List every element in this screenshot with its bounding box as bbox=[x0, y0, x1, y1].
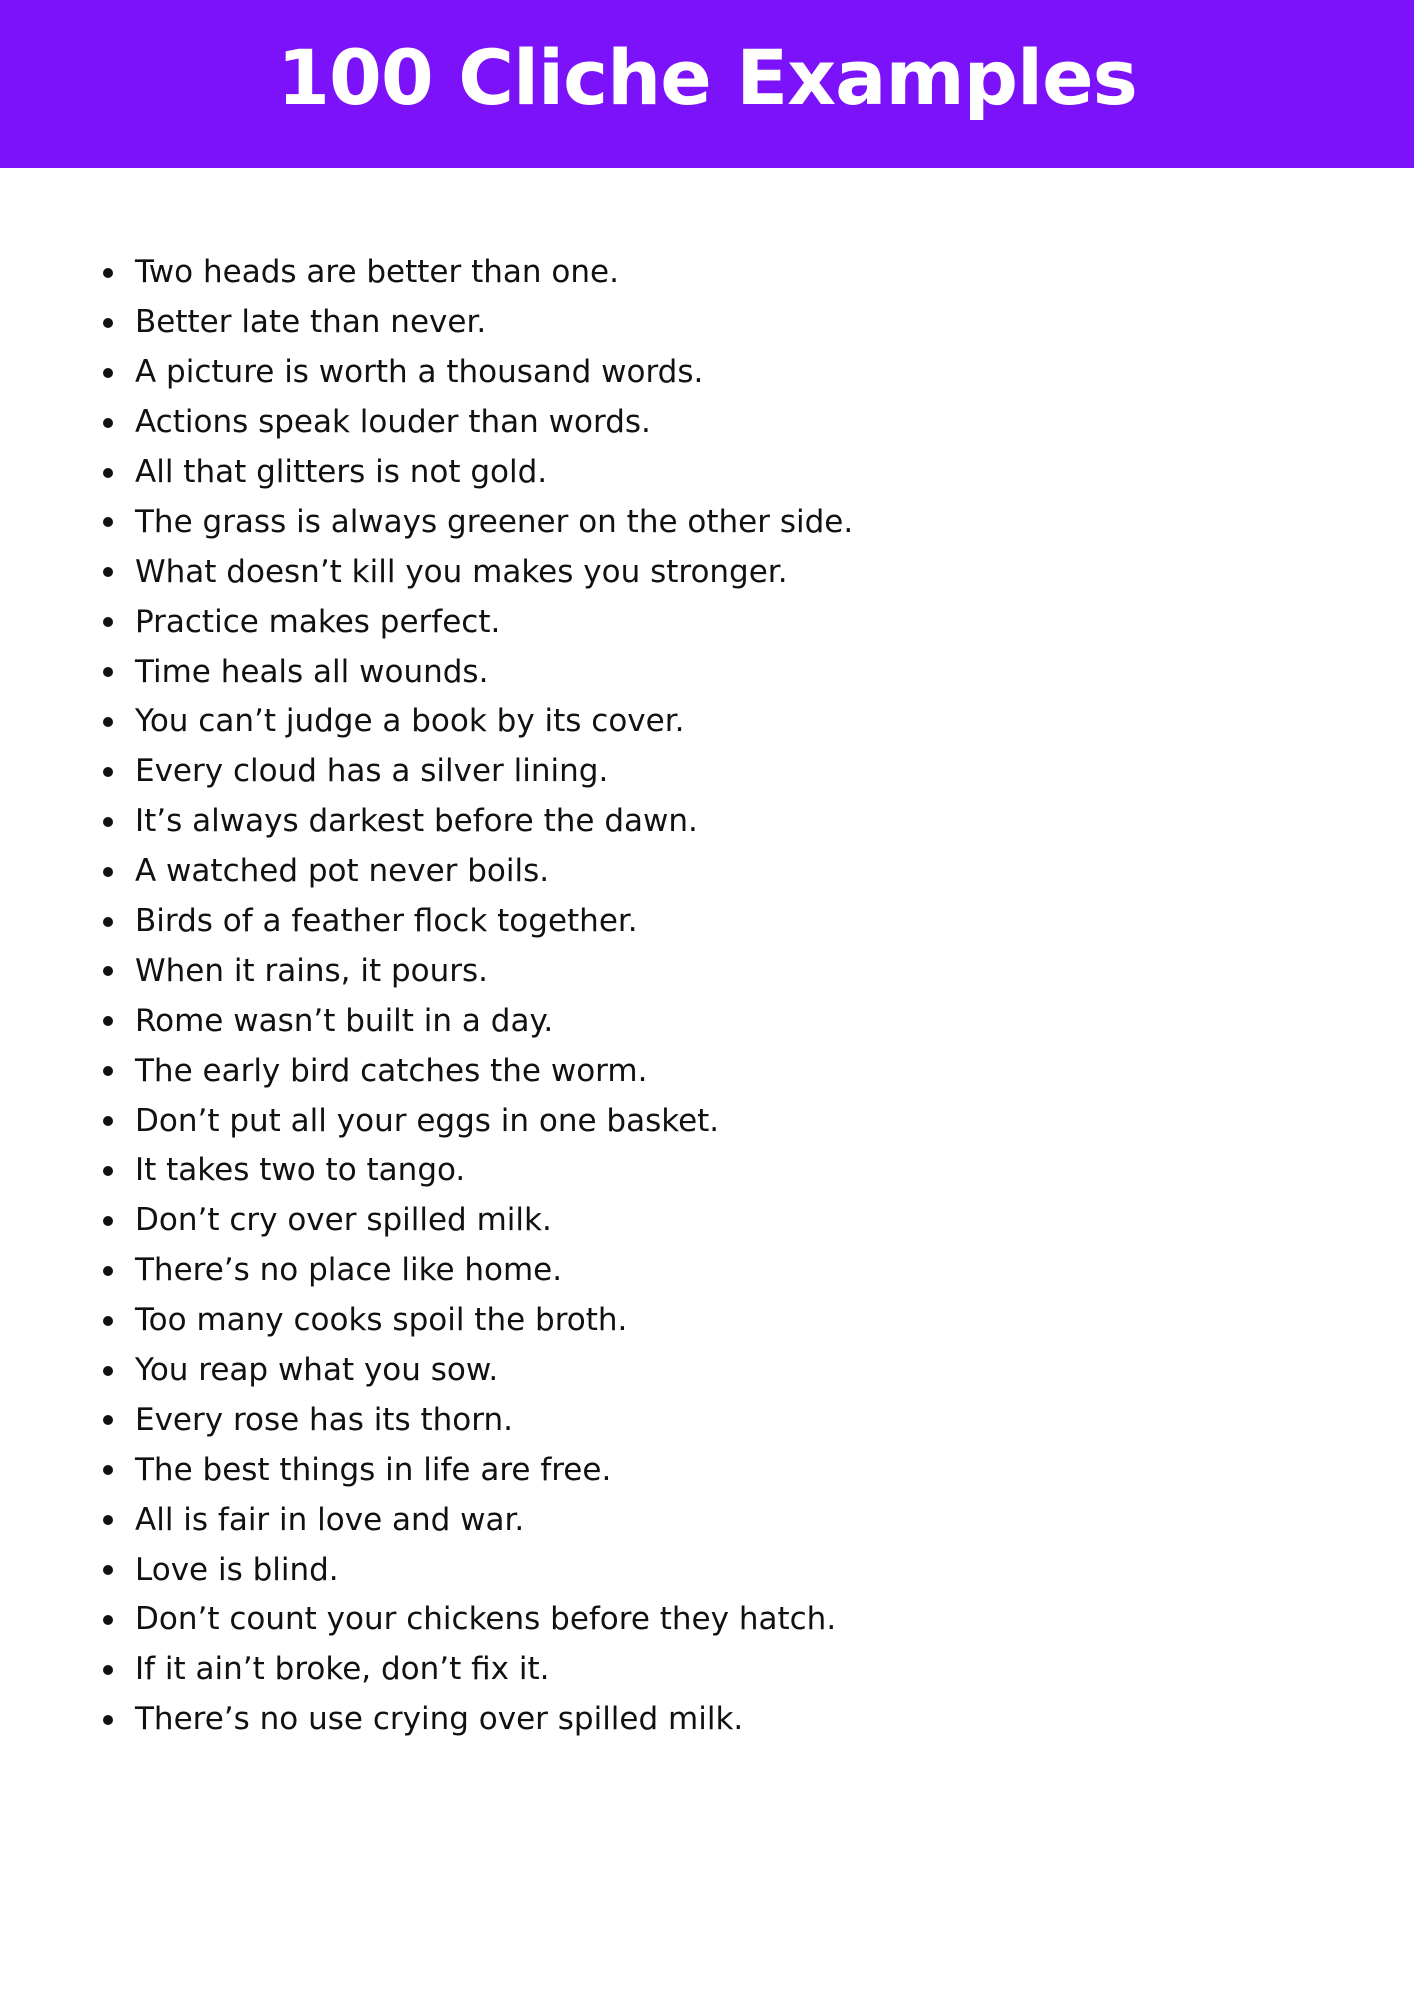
bullet-dot-icon bbox=[103, 617, 113, 627]
list-item bbox=[103, 448, 853, 498]
list-item-text: All is fair in love and war. bbox=[135, 1501, 525, 1538]
list-item-text: It takes two to tango. bbox=[135, 1152, 466, 1189]
list-item-text: If it ain’t broke, don’t fix it. bbox=[135, 1651, 550, 1688]
bullet-dot-icon bbox=[103, 1216, 113, 1226]
list-item bbox=[103, 747, 853, 797]
list-item-text: Actions speak louder than words. bbox=[135, 404, 651, 441]
list-item-text: There’s no use crying over spilled milk. bbox=[135, 1701, 744, 1738]
list-item bbox=[103, 497, 853, 547]
list-item bbox=[103, 1046, 853, 1096]
bullet-dot-icon bbox=[103, 1116, 113, 1126]
list-item bbox=[103, 797, 853, 847]
list-item-text: What doesn’t kill you makes you stronger. bbox=[135, 553, 788, 590]
list-item bbox=[103, 1645, 853, 1695]
list-item bbox=[103, 348, 853, 398]
list-item-text: Birds of a feather flock together. bbox=[135, 903, 638, 940]
bullet-dot-icon bbox=[103, 268, 113, 278]
list-item bbox=[103, 1595, 853, 1645]
list-item-text: It’s always darkest before the dawn. bbox=[135, 803, 698, 840]
list-item-text: All that glitters is not gold. bbox=[135, 454, 548, 490]
bullet-dot-icon bbox=[103, 1016, 113, 1026]
list-item bbox=[103, 298, 853, 348]
list-item bbox=[103, 1296, 853, 1346]
list-item-text: When it rains, it pours. bbox=[135, 952, 489, 989]
list-item bbox=[103, 1445, 853, 1495]
list-item-text: Better late than never. bbox=[135, 304, 487, 341]
bullet-dot-icon bbox=[103, 1066, 113, 1076]
list-item-text: Love is blind. bbox=[135, 1551, 339, 1588]
bullet-dot-icon bbox=[103, 917, 113, 927]
bullet-dot-icon bbox=[103, 1266, 113, 1276]
list-item bbox=[103, 897, 853, 947]
list-item-text: Don’t put all your eggs in one basket. bbox=[135, 1102, 720, 1139]
list-item bbox=[103, 248, 853, 298]
page-title: 100 Cliche Examples bbox=[277, 33, 1137, 122]
list-item-text: The early bird catches the worm. bbox=[135, 1052, 648, 1089]
list-item-text: You reap what you sow. bbox=[135, 1352, 499, 1389]
bullet-dot-icon bbox=[103, 817, 113, 827]
list-item-text: Time heals all wounds. bbox=[135, 653, 489, 690]
list-item bbox=[103, 697, 853, 747]
bullet-dot-icon bbox=[103, 1665, 113, 1675]
list-item-text: Too many cooks spoil the broth. bbox=[135, 1302, 628, 1339]
list-item-text: There’s no place like home. bbox=[135, 1252, 563, 1289]
bullet-dot-icon bbox=[103, 1515, 113, 1525]
bullet-dot-icon bbox=[103, 1415, 113, 1425]
list-item-text: Two heads are better than one. bbox=[135, 254, 619, 291]
bullet-dot-icon bbox=[103, 567, 113, 577]
bullet-dot-icon bbox=[103, 717, 113, 727]
list-item bbox=[103, 946, 853, 996]
bullet-dot-icon bbox=[103, 318, 113, 328]
list-item bbox=[103, 996, 853, 1046]
list-item-text: A picture is worth a thousand words. bbox=[135, 354, 704, 391]
bullet-dot-icon bbox=[103, 1715, 113, 1725]
bullet-dot-icon bbox=[103, 1565, 113, 1575]
bullet-dot-icon bbox=[103, 468, 113, 478]
list-item bbox=[103, 1096, 853, 1146]
list-item-text: Every rose has its thorn. bbox=[135, 1401, 513, 1438]
bullet-dot-icon bbox=[103, 767, 113, 777]
list-item-text: Rome wasn’t built in a day. bbox=[135, 1002, 554, 1039]
list-item bbox=[103, 1695, 853, 1745]
list-item-text: Practice makes perfect. bbox=[135, 603, 501, 640]
list-item-text: Don’t count your chickens before they hatch. bbox=[135, 1601, 837, 1638]
bullet-dot-icon bbox=[103, 517, 113, 527]
list-item bbox=[103, 1146, 853, 1196]
list-item bbox=[103, 597, 853, 647]
list-item bbox=[103, 1246, 853, 1296]
list-item-text: The best things in life are free. bbox=[135, 1451, 612, 1488]
list-item-text: A watched pot never boils. bbox=[135, 853, 550, 890]
list-item bbox=[103, 547, 853, 597]
bullet-dot-icon bbox=[103, 1465, 113, 1475]
list-item bbox=[103, 1395, 853, 1445]
list-item bbox=[103, 398, 853, 448]
list-item bbox=[103, 1346, 853, 1396]
bullet-dot-icon bbox=[103, 418, 113, 428]
bullet-dot-icon bbox=[103, 1316, 113, 1326]
header-banner bbox=[0, 0, 1414, 168]
bullet-dot-icon bbox=[103, 667, 113, 677]
bullet-dot-icon bbox=[103, 867, 113, 877]
bullet-dot-icon bbox=[103, 1366, 113, 1376]
list-item-text: Don’t cry over spilled milk. bbox=[135, 1202, 552, 1239]
list-item bbox=[103, 1495, 853, 1545]
bullet-dot-icon bbox=[103, 966, 113, 976]
bullet-dot-icon bbox=[103, 1615, 113, 1625]
list-item bbox=[103, 1545, 853, 1595]
list-item bbox=[103, 647, 853, 697]
list-item bbox=[103, 1196, 853, 1246]
list-item-text: Every cloud has a silver lining. bbox=[135, 753, 609, 790]
list-item-text: You can’t judge a book by its cover. bbox=[135, 703, 685, 740]
cliche-list bbox=[103, 248, 853, 1745]
bullet-dot-icon bbox=[103, 368, 113, 378]
list-item-text: The grass is always greener on the other side. bbox=[135, 503, 854, 540]
list-item bbox=[103, 847, 853, 897]
bullet-dot-icon bbox=[103, 1166, 113, 1176]
